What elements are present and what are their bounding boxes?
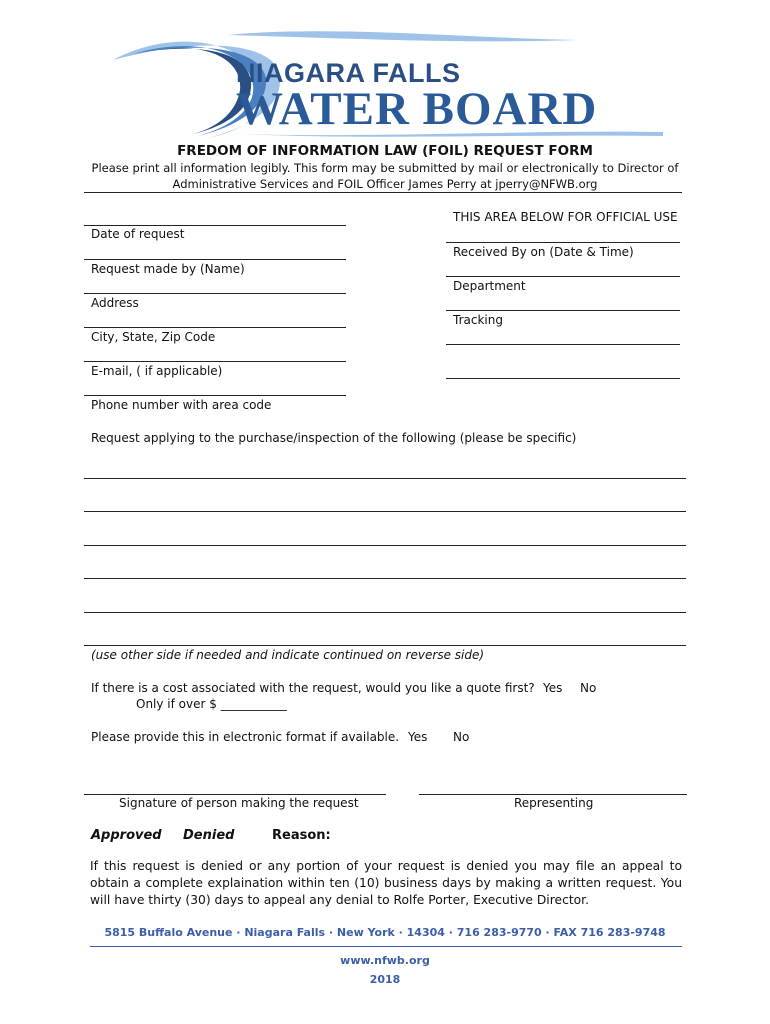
address-line[interactable]: [84, 293, 346, 294]
date-label: Date of request: [91, 227, 185, 241]
address-label: Address: [91, 296, 139, 310]
representing-label: Representing: [514, 796, 594, 810]
footer-year: 2018: [369, 973, 401, 986]
official-blank-line-2[interactable]: [446, 378, 680, 379]
department-line[interactable]: [446, 276, 680, 277]
form-title: FREDOM OF INFORMATION LAW (FOIL) REQUEST FORM: [177, 143, 593, 159]
request-line-3[interactable]: [84, 545, 686, 546]
footer-address: 5815 Buffalo Avenue · Niagara Falls · New York · 14304 · 716 283-9770 · FAX 716 283-9748: [104, 926, 666, 939]
cost-no-option[interactable]: No: [580, 681, 597, 695]
official-use-heading: THIS AREA BELOW FOR OFFICIAL USE: [453, 210, 678, 224]
electronic-yes-option[interactable]: Yes: [408, 730, 428, 744]
department-label: Department: [453, 279, 526, 293]
signature-line[interactable]: [84, 794, 386, 795]
phone-line[interactable]: [84, 395, 346, 396]
tracking-line[interactable]: [446, 310, 680, 311]
tracking-label: Tracking: [453, 313, 503, 327]
request-label: Request applying to the purchase/inspection of the following (please be specific): [91, 431, 577, 445]
cost-threshold: Only if over $ ___________: [136, 697, 287, 711]
appeal-notice: If this request is denied or any portion of your request is denied you may file an appeal to obtain a complete explaination within ten (10) business days by making a written request. You will have thirty (30) days to appeal any denial to Rolfe Porter, Executive Director.: [90, 859, 682, 907]
name-line[interactable]: [84, 259, 346, 260]
denied-label: Denied: [183, 828, 235, 843]
official-blank-line-1[interactable]: [446, 344, 680, 345]
representing-line[interactable]: [419, 794, 687, 795]
form-instructions: Please print all information legibly. This form may be submitted by mail or electronically to Director of Administrative Services and FOIL Officer James Perry at jperry@NFWB.org: [91, 161, 679, 191]
received-by-label: Received By on (Date & Time): [453, 245, 634, 259]
date-line[interactable]: [84, 225, 346, 226]
city-label: City, State, Zip Code: [91, 330, 216, 344]
request-line-4[interactable]: [84, 578, 686, 579]
phone-label: Phone number with area code: [91, 398, 272, 412]
approved-label: Approved: [91, 828, 162, 843]
city-line[interactable]: [84, 327, 346, 328]
request-line-5[interactable]: [84, 612, 686, 613]
brand-line-2: WATER BOARD: [236, 83, 598, 135]
cost-question: If there is a cost associated with the request, would you like a quote first?: [91, 681, 535, 695]
email-label: E-mail, ( if applicable): [91, 364, 223, 378]
request-line-2[interactable]: [84, 511, 686, 512]
request-line-1[interactable]: [84, 478, 686, 479]
request-line-6[interactable]: [84, 645, 686, 646]
footer-divider: [90, 946, 682, 947]
name-label: Request made by (Name): [91, 262, 245, 276]
electronic-no-option[interactable]: No: [453, 730, 470, 744]
footer-website[interactable]: www.nfwb.org: [340, 954, 430, 967]
intro-divider: [84, 192, 682, 193]
email-line[interactable]: [84, 361, 346, 362]
reason-label: Reason:: [272, 828, 331, 843]
brand-line-1: NIAGARA FALLS: [236, 58, 461, 88]
continue-note: (use other side if needed and indicate continued on reverse side): [91, 648, 485, 662]
received-line[interactable]: [446, 242, 680, 243]
signature-label: Signature of person making the request: [119, 796, 359, 810]
electronic-question: Please provide this in electronic format if available.: [91, 730, 400, 744]
cost-yes-option[interactable]: Yes: [543, 681, 563, 695]
